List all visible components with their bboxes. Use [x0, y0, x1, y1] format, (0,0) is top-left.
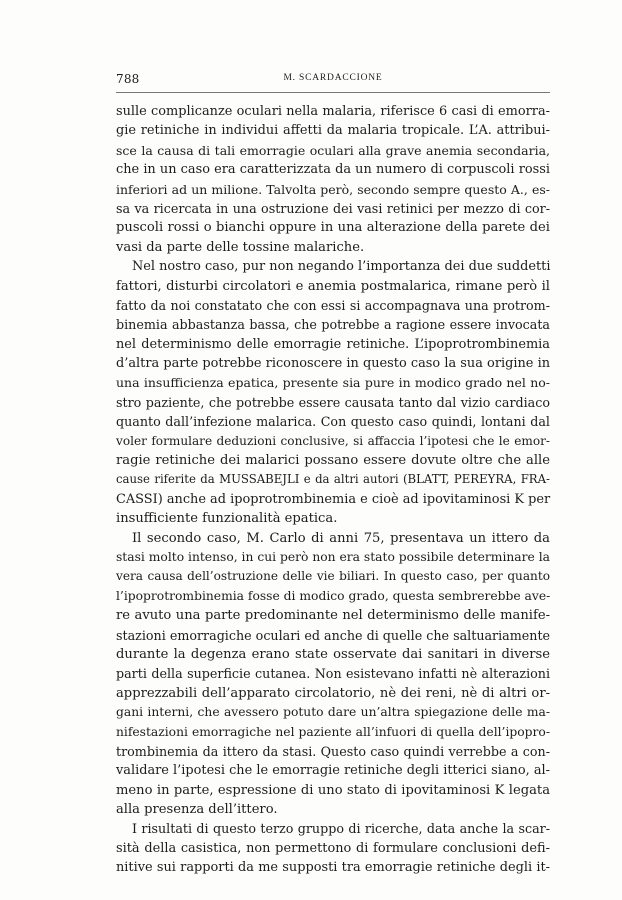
text-line: sità della casistica, non permettono di formulare conclusioni defi-: [116, 840, 550, 856]
text-line: stro paziente, che potrebbe essere causata tanto dal vizio cardiaco: [116, 394, 550, 410]
text-line: sce la causa di tali emorragie oculari alla grave anemia secondaria,: [116, 142, 550, 158]
text-line: quanto dall’infezione malarica. Con questo caso quindi, lontani dal: [116, 414, 550, 430]
paragraph-start-line: Nel nostro caso, pur non negando l’importanza dei due suddetti: [132, 259, 551, 275]
text-line: voler formulare deduzioni conclusive, si affaccia l’ipotesi che le emor-: [116, 433, 550, 448]
paragraph-end-line: vasi da parte delle tossine malariche.: [116, 239, 365, 255]
text-line: che in un caso era caratterizzata da un numero di corpuscoli rossi: [116, 162, 550, 178]
text-line: sa va ricercata in una ostruzione dei vasi retinici per mezzo di cor-: [116, 200, 550, 216]
text-line: CASSI) anche ad ipoprotrombinemia e cioè ad ipovitaminosi K per: [116, 491, 551, 507]
text-line: binemia abbastanza bassa, che potrebbe a ragione essere invocata: [116, 317, 550, 333]
text-line: meno in parte, espressione di uno stato di ipovitaminosi K legata: [116, 782, 550, 798]
running-head: M. SCARDACCIONE: [283, 73, 383, 83]
text-line: nitive sui rapporti da me supposti tra emorragie retiniche degli it-: [116, 860, 550, 876]
paragraph-start-line: I risultati di questo terzo gruppo di ricerche, data anche la scar-: [132, 821, 550, 837]
text-line: apprezzabili dell’apparato circolatorio, nè dei reni, nè di altri or-: [116, 685, 550, 701]
text-line: stasi molto intenso, in cui però non era stato possibile determinare la: [116, 549, 550, 564]
paragraph-end-line: insufficiente funzionalità epatica.: [116, 511, 338, 527]
page-number: 788: [116, 72, 140, 86]
text-line: stazioni emorragiche oculari ed anche di quelle che saltuariamente: [116, 627, 551, 643]
text-line: trombinemia da ittero da stasi. Questo caso quindi verrebbe a con-: [116, 743, 550, 759]
text-line: nel determinismo delle emorragie retiniche. L’ipoprotrombinemia: [116, 336, 550, 352]
text-line: sulle complicanze oculari nella malaria, riferisce 6 casi di emorra-: [116, 104, 550, 119]
text-line: vera causa dell’ostruzione delle vie biliari. In questo caso, per quanto: [116, 569, 550, 584]
text-line: puscoli rossi o bianchi oppure in una alterazione della parete dei: [116, 220, 550, 236]
text-line: cause riferite da MUSSABEJLI e da altri autori (BLATT, PEREYRA, FRA-: [116, 472, 550, 487]
text-line: d’altra parte potrebbe riconoscere in questo caso la sua origine in: [116, 356, 550, 372]
text-line: gani interni, che avessero potuto dare un’altra spiegazione delle ma-: [116, 705, 550, 720]
text-line: durante la degenza erano state osservate dai sanitari in diverse: [116, 646, 550, 662]
paragraph-start-line: Il secondo caso, M. Carlo di anni 75, presentava un ittero da: [132, 530, 550, 546]
text-line: una insufficienza epatica, presente sia pure in modico grado nel no-: [116, 375, 550, 391]
text-line: ragie retiniche dei malarici possano essere dovute oltre che alle: [116, 453, 550, 469]
text-line: inferiori ad un milione. Talvolta però, secondo sempre questo A., es-: [116, 181, 550, 197]
text-line: fattori, disturbi circolatori e anemia postmalarica, rimane però il: [116, 278, 550, 294]
page-header: [116, 72, 550, 88]
text-line: re avuto una parte predominante nel determinismo delle manife-: [116, 608, 550, 624]
paragraph-end-line: alla presenza dell’ittero.: [116, 802, 278, 818]
text-line: fatto da noi constatato che con essi si accompagnava una protrom-: [116, 297, 550, 313]
header-rule: [116, 92, 550, 93]
body-text: [116, 102, 550, 878]
text-line: validare l’ipotesi che le emorragie retiniche degli itterici siano, al-: [116, 763, 550, 779]
text-line: nifestazioni emorragiche nel paziente all’infuori di quella dell’ipopro-: [116, 724, 550, 739]
text-line: parti della superficie cutanea. Non esistevano infatti nè alterazioni: [116, 666, 550, 682]
text-line: gie retiniche in individui affetti da malaria tropicale. L’A. attribui-: [116, 123, 550, 139]
text-line: l’ipoprotrombinemia fosse di modico grado, questa sembrerebbe ave-: [116, 588, 551, 603]
